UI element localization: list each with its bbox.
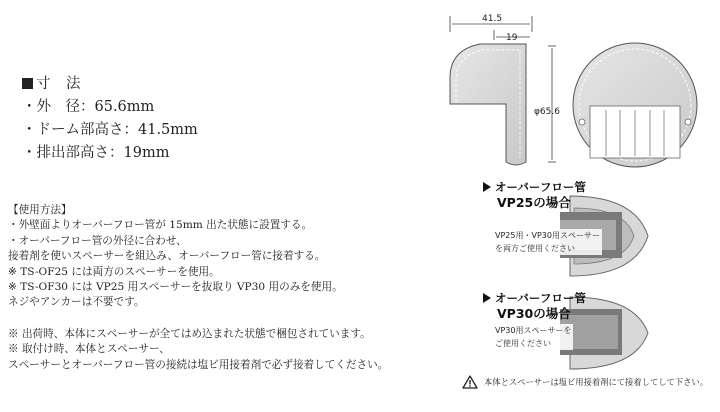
panel-vp30: [483, 291, 586, 321]
panel-vp30-note: [493, 324, 573, 350]
usage-line: ※ TS-OF25 には両方のスペーサーを使用。: [8, 265, 220, 278]
dimension-dome-height: ・ドーム部高さ：41.5mm: [22, 122, 198, 138]
usage-note: ※ 出荷時、本体にスペーサーが全てはめ込まれた状態で梱包されています。: [8, 327, 371, 340]
outlet-dimension-label: 19: [506, 33, 518, 43]
panel-vp25: [483, 180, 586, 210]
usage-heading: 【使用方法】: [8, 204, 72, 216]
panel-note-line: ご使用ください: [493, 337, 573, 350]
width-dimension-label: 41.5: [482, 14, 503, 24]
dimension-outlet-height: ・排出部高さ：19mm: [22, 145, 170, 161]
panel-title: オーバーフロー管: [495, 180, 586, 194]
usage-line: ※ TS-OF30 には VP25 用スペーサーを抜取り VP30 用のみを使用。: [8, 281, 343, 294]
dimension-line-diameter: [548, 46, 556, 162]
panel-subtitle: VP30の場合: [497, 306, 571, 321]
dimension-outer-diameter: ・外 径：65.6mm: [22, 99, 155, 115]
usage-line: 接着剤を使いスペーサーを組込み、オーバーフロー管に接着する。: [8, 250, 326, 263]
triangle-pointer-icon: [483, 293, 491, 303]
panel-note-line: VP25用・VP30用スペーサー: [495, 231, 600, 240]
panel-note-line: を両方ご使用ください: [493, 242, 602, 255]
dimensions-heading-text: 寸 法: [36, 76, 81, 92]
panel-title: オーバーフロー管: [495, 291, 586, 305]
usage-line: ・オーバーフロー管の外径に合わせ、: [8, 234, 187, 247]
spacer: [8, 311, 388, 327]
dimensions-block: [22, 73, 198, 165]
panel-note-line: VP30用スペーサーを: [495, 326, 572, 335]
technical-drawing: [430, 10, 710, 170]
side-view: [450, 44, 526, 165]
front-view: [573, 43, 697, 167]
usage-instructions: [8, 203, 388, 373]
usage-line: ・外壁面よりオーバーフロー管が 15mm 出た状態に設置する。: [8, 219, 313, 232]
warning-note: [462, 375, 708, 389]
usage-note: スペーサーとオーバーフロー管の接続は塩ビ用接着剤で必ず接着してください。: [8, 358, 389, 371]
usage-line: ネジやアンカーは不要です。: [8, 296, 145, 309]
usage-note: ※ 取付け時、本体とスペーサー、: [8, 343, 170, 356]
panel-vp25-note: [493, 229, 602, 255]
square-bullet-icon: [22, 78, 33, 89]
panel-subtitle: VP25の場合: [497, 195, 571, 210]
dimensions-heading: [22, 73, 198, 96]
warning-text: 本体とスペーサーは塩ビ用接着剤にて接着してして下さい。: [484, 377, 709, 387]
warning-triangle-icon: [462, 375, 478, 389]
diameter-dimension-label: φ65.6: [534, 107, 560, 117]
triangle-pointer-icon: [483, 182, 491, 192]
